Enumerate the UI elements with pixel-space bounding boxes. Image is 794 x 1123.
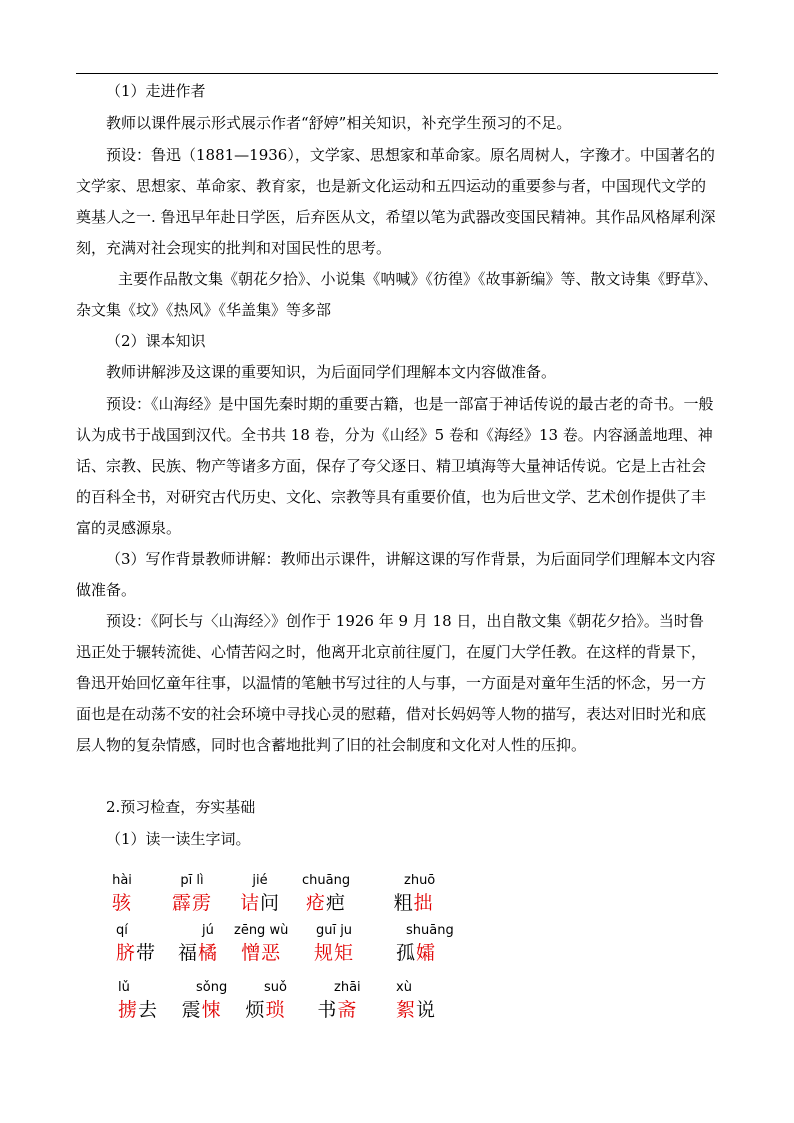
vocab-word (314, 923, 354, 967)
vocab-char-red: 诘 (240, 892, 261, 914)
vocab-word (234, 923, 288, 967)
vocab-word (116, 923, 156, 967)
vocab-char: 烦 (245, 999, 266, 1021)
pinyin: zhuō (404, 873, 436, 888)
vocab-word (392, 873, 435, 917)
vocab-char-red: 悚 (201, 999, 222, 1021)
subheading-knowledge: （2）课本知识 (106, 332, 206, 350)
pinyin: shuāng (406, 923, 454, 938)
vocab-word (118, 980, 158, 1024)
vocab-char: 说 (416, 999, 437, 1021)
vocab-char-red: 斋 (337, 999, 358, 1021)
vocab-char: 问 (260, 892, 281, 914)
pinyin: jié (252, 873, 268, 888)
vocab-char-red: 规矩 (314, 942, 355, 964)
subheading-read-words: （1）读一读生字词。 (106, 830, 251, 848)
pinyin: zhāi (334, 980, 361, 995)
vocab-word (314, 980, 361, 1024)
pinyin: suǒ (264, 980, 287, 995)
vocab-word (176, 980, 227, 1024)
vocab-char: 书 (317, 999, 338, 1021)
vocab-char-red: 孀 (416, 942, 437, 964)
vocab-char-red: 掳 (118, 999, 139, 1021)
vocab-char: 福 (178, 942, 199, 964)
pinyin: qí (116, 923, 128, 938)
vocab-char-red: 橘 (198, 942, 219, 964)
vocab-char-red: 骇 (112, 892, 133, 914)
vocab-char: 震 (181, 999, 202, 1021)
vocab-char-red: 脐 (116, 942, 137, 964)
vocab-word (244, 980, 287, 1024)
pinyin: hài (112, 873, 132, 888)
subheading-preview-check: 2.预习检查，夯实基础 (106, 798, 256, 816)
paragraph-works: 主要作品散文集《朝花夕拾》、小说集《呐喊》《彷徨》《故事新编》等、散文诗集《野草》、杂文集《坟》《热风》《华盖集》等多部 (76, 270, 719, 319)
paragraph-teacher-author: 教师以课件展示形式展示作者“舒婷”相关知识，补充学生预习的不足。 (106, 114, 572, 132)
paragraph-teacher-knowledge: 教师讲解涉及这课的重要知识，为后面同学们理解本文内容做准备。 (106, 363, 557, 381)
vocab-word (396, 980, 436, 1024)
vocab-word (112, 873, 132, 917)
vocab-char: 去 (138, 999, 159, 1021)
vocab-char-red: 絮 (396, 999, 417, 1021)
pinyin: lǔ (118, 980, 130, 995)
vocab-word (172, 873, 212, 917)
pinyin: chuāng (302, 873, 351, 888)
pinyin: guī ju (315, 923, 353, 938)
pinyin: zēng wù (234, 923, 289, 938)
vocab-char: 带 (136, 942, 157, 964)
pinyin: xù (396, 980, 412, 995)
vocab-word (178, 923, 218, 967)
vocab-word (396, 923, 454, 967)
pinyin: sǒng (196, 980, 228, 995)
paragraph-shanhaijing: 预设：《山海经》是中国先秦时期的重要古籍，也是一部富于神话传说的最古老的奇书。一般认为成书于战国到汉代。全书共 18 卷，分为《山经》5 卷和《海经》13 卷。内容涵盖地理、神话、宗教、民族、物产等诸多方面，保存了夸父逐日、精卫填海等大量神话传说。它是上古社会的百科全书，对研究古代历史、文化、宗教等具有重要价值，也为后世文学、艺术创作提供了丰富的灵感源泉。 (76, 395, 714, 537)
subheading-background: （3）写作背景教师讲解：教师出示课件，讲解这课的写作背景，为后面同学们理解本文内容做准备。 (76, 550, 716, 599)
vocab-char-red: 霹雳 (172, 892, 213, 914)
pinyin: pī lì (180, 873, 204, 888)
vocab-char: 疤 (326, 892, 347, 914)
vocab-char-red: 憎恶 (241, 942, 282, 964)
vocab-char-red: 琐 (265, 999, 286, 1021)
vocab-char: 粗 (393, 892, 414, 914)
paragraph-luxun-bio: 预设：鲁迅（1881—1936），文学家、思想家和革命家。原名周树人，字豫才。中国著名的文学家、思想家、革命家、教育家，也是新文化运动和五四运动的重要参与者，中国现代文学的奠基人之一. 鲁迅早年赴日学医，后弃医从文，希望以笔为武器改变国民精神。其作品风格犀利深刻，充满对社会现实的批判和对国民性的思考。 (76, 146, 716, 257)
paragraph-background: 预设：《阿长与〈山海经〉》创作于 1926 年 9 月 18 日，出自散文集《朝花夕拾》。当时鲁迅正处于辗转流徙、心情苦闷之时，他离开北京前往厦门，在厦门大学任教。在这样的背景下，鲁迅开始回忆童年往事，以温情的笔触书写过往的人与事，一方面是对童年生活的怀念，另一方面也是在动荡不安的社会环境中寻找心灵的慰藉，借对长妈妈等人物的描写，表达对旧时光和底层人物的复杂情感，同时也含蓄地批判了旧的社会制度和文化对人性的压抑。 (76, 612, 707, 754)
vocab-char-red: 拙 (413, 892, 434, 914)
vocab-word (240, 873, 280, 917)
vocab-char-red: 疮 (306, 892, 327, 914)
vocab-char: 孤 (396, 942, 417, 964)
subheading-author: （1）走进作者 (106, 82, 206, 100)
pinyin: jú (202, 923, 214, 938)
vocab-word (302, 873, 350, 917)
